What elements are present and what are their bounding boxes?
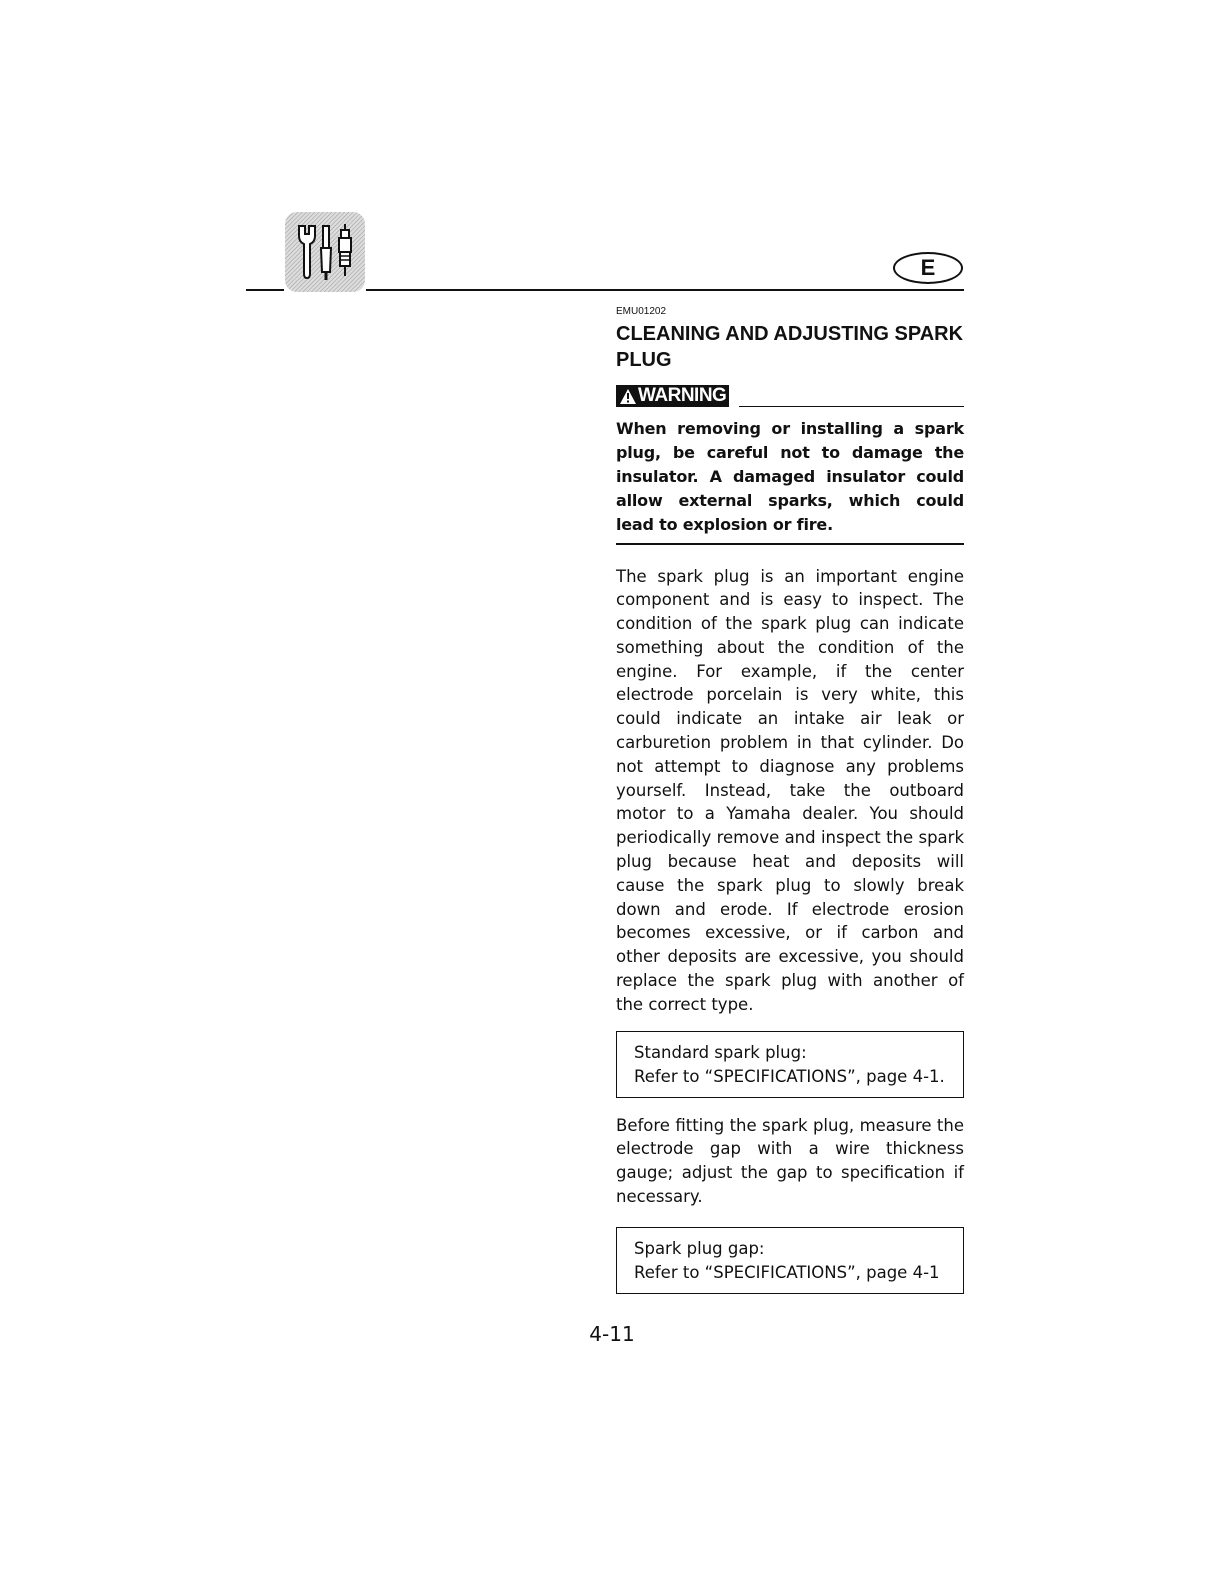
page-number: 4-11 (589, 1322, 635, 1346)
spec-box-value: Refer to “SPECIFICATIONS”, page 4-1 (634, 1262, 940, 1282)
warning-header (616, 383, 964, 407)
warning-triangle-icon (619, 388, 637, 405)
spec-box-plug-gap (616, 1227, 964, 1294)
warning-text: When removing or installing a spark plug, be careful not to damage the insulator. A damaged insulator could allow external sparks, which could lead to explosion or fire. (616, 419, 964, 534)
spec-box-label: Spark plug gap: (634, 1238, 765, 1258)
header-rule-left (246, 289, 284, 291)
content-column (616, 304, 964, 1294)
section-title: CLEANING AND ADJUSTING SPARK PLUG (616, 323, 964, 371)
section-code: EMU01202 (616, 306, 667, 317)
gap-paragraph: Before fitting the spark plug, measure the electrode gap with a wire thickness gauge; adjust the gap to specification if necessary. (616, 1115, 964, 1207)
warning-label-box (616, 385, 729, 407)
tools-icon (285, 212, 365, 292)
spec-box-value: Refer to “SPECIFICATIONS”, page 4-1. (634, 1066, 945, 1086)
warning-top-rule (739, 406, 964, 408)
spec-box-label: Standard spark plug: (634, 1042, 807, 1062)
header-rule-right (366, 289, 964, 291)
intro-paragraph: The spark plug is an important engine component and is easy to inspect. The condition of the spark plug can indicate something about the condition of the engine. For example, if the center electrode porcelain is very white, this could indicate an intake air leak or carburetion problem in that cylinder. Do not attempt to diagnose any problems yourself. Instead, take the outboard motor to a Yamaha dealer. You should periodically remove and inspect the spark plug because heat and deposits will cause the spark plug to slowly break down and erode. If electrode erosion becomes excessive, or if carbon and other deposits are excessive, you should replace the spark plug with another of the correct type. (616, 566, 964, 1014)
language-badge-label: E (920, 255, 936, 280)
warning-label: WARNING (638, 385, 727, 406)
spec-box-standard-plug (616, 1031, 964, 1098)
warning-bottom-rule (616, 543, 964, 545)
language-badge (893, 252, 963, 284)
